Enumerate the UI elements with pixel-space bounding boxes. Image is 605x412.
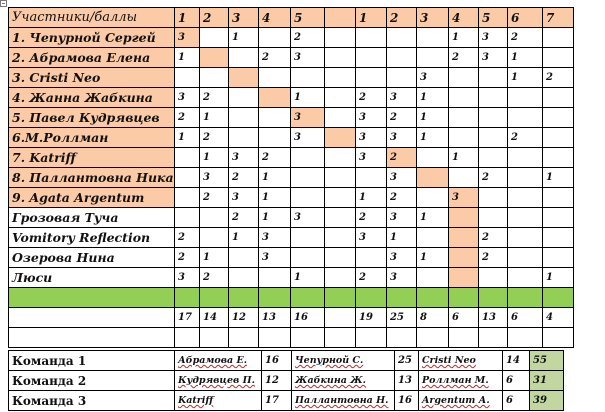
total-cell[interactable]: 8	[417, 308, 449, 328]
participant-row	[9, 28, 574, 48]
score-cell[interactable]: 2	[175, 228, 200, 248]
score-cell[interactable]	[291, 248, 325, 268]
totals-label-cell[interactable]	[9, 308, 175, 328]
score-cell[interactable]	[325, 228, 356, 248]
header-col-3[interactable]: 4	[259, 8, 291, 28]
score-cell[interactable]	[200, 28, 229, 48]
score-cell[interactable]: 2	[479, 248, 508, 268]
score-cell[interactable]	[291, 228, 325, 248]
team-member-score-cell[interactable]: 6	[503, 391, 530, 411]
score-cell[interactable]	[508, 248, 543, 268]
participant-name-cell[interactable]: 3. Cristi Neo	[9, 68, 175, 88]
separator-cell[interactable]	[9, 288, 175, 308]
score-cell[interactable]	[508, 168, 543, 188]
table-move-handle-icon[interactable]	[0, 0, 7, 7]
participant-name-cell[interactable]: 8. Паллантовна Ника	[9, 168, 175, 188]
total-cell[interactable]: 19	[356, 308, 387, 328]
score-cell[interactable]	[449, 208, 479, 228]
score-cell[interactable]	[291, 188, 325, 208]
header-col-11[interactable]: 6	[508, 8, 543, 28]
empty-cell[interactable]	[200, 328, 229, 348]
empty-cell[interactable]	[259, 328, 291, 348]
participant-name-cell[interactable]: 7. Katriff	[9, 148, 175, 168]
header-col-8[interactable]: 3	[417, 8, 449, 28]
score-cell[interactable]	[325, 108, 356, 128]
empty-cell[interactable]	[9, 328, 175, 348]
score-cell[interactable]: 1	[417, 248, 449, 268]
score-cell[interactable]	[479, 128, 508, 148]
team-name-cell[interactable]: Команда 3	[9, 391, 175, 411]
team-total-cell[interactable]: 39	[530, 391, 564, 411]
score-cell[interactable]: 3	[200, 168, 229, 188]
header-row	[9, 8, 574, 28]
score-cell[interactable]: 3	[175, 28, 200, 48]
score-cell[interactable]: 3	[291, 208, 325, 228]
separator-cell[interactable]	[387, 288, 417, 308]
total-cell[interactable]: 16	[291, 308, 325, 328]
score-cell[interactable]	[325, 48, 356, 68]
score-cell[interactable]	[449, 68, 479, 88]
score-cell[interactable]	[543, 28, 574, 48]
score-cell[interactable]	[479, 148, 508, 168]
score-cell[interactable]	[356, 28, 387, 48]
header-col-4[interactable]: 5	[291, 8, 325, 28]
participant-row	[9, 228, 574, 248]
team-member-score-cell[interactable]: 12	[262, 371, 292, 391]
empty-cell[interactable]	[479, 328, 508, 348]
score-cell[interactable]: 2	[229, 208, 259, 228]
participant-name-cell[interactable]: 6.М.Роллман	[9, 128, 175, 148]
score-cell[interactable]	[200, 48, 229, 68]
participant-name-cell[interactable]: Озерова Нина	[9, 248, 175, 268]
scores-table	[8, 7, 574, 348]
score-cell[interactable]: 2	[229, 168, 259, 188]
score-cell[interactable]: 2	[543, 68, 574, 88]
score-cell[interactable]: 2	[259, 148, 291, 168]
total-cell[interactable]: 4	[543, 308, 574, 328]
separator-cell[interactable]	[543, 288, 574, 308]
total-cell[interactable]	[325, 308, 356, 328]
participant-row	[9, 188, 574, 208]
score-cell[interactable]	[387, 28, 417, 48]
participant-name-cell[interactable]: 5. Павел Кудрявцев	[9, 108, 175, 128]
score-cell[interactable]	[543, 108, 574, 128]
participant-row	[9, 168, 574, 188]
empty-cell[interactable]	[543, 328, 574, 348]
score-cell[interactable]	[325, 148, 356, 168]
score-cell[interactable]	[417, 188, 449, 208]
score-cell[interactable]: 1	[200, 108, 229, 128]
empty-row	[9, 328, 574, 348]
score-cell[interactable]	[175, 208, 200, 228]
score-cell[interactable]	[387, 68, 417, 88]
score-cell[interactable]	[325, 268, 356, 288]
score-cell[interactable]: 3	[387, 88, 417, 108]
separator-cell[interactable]	[449, 288, 479, 308]
score-cell[interactable]	[229, 48, 259, 68]
score-cell[interactable]: 1	[356, 188, 387, 208]
score-cell[interactable]	[449, 268, 479, 288]
score-cell[interactable]: 1	[417, 208, 449, 228]
participant-row	[9, 48, 574, 68]
score-cell[interactable]	[229, 88, 259, 108]
score-cell[interactable]: 1	[449, 28, 479, 48]
team-member-cell[interactable]: Абрамова Е.	[175, 351, 262, 371]
participant-row	[9, 268, 574, 288]
separator-cell[interactable]	[229, 288, 259, 308]
score-cell[interactable]	[417, 148, 449, 168]
score-cell[interactable]	[508, 188, 543, 208]
team-name-cell[interactable]: Команда 1	[9, 351, 175, 371]
score-cell[interactable]	[543, 128, 574, 148]
score-cell[interactable]: 2	[508, 128, 543, 148]
separator-cell[interactable]	[200, 288, 229, 308]
total-cell[interactable]: 14	[200, 308, 229, 328]
score-cell[interactable]: 3	[387, 248, 417, 268]
participant-row	[9, 108, 574, 128]
total-cell[interactable]: 6	[449, 308, 479, 328]
score-cell[interactable]	[259, 108, 291, 128]
score-cell[interactable]	[387, 48, 417, 68]
header-col-1[interactable]: 2	[200, 8, 229, 28]
team-member-cell[interactable]: Cristi Neo	[419, 351, 503, 371]
score-cell[interactable]	[449, 108, 479, 128]
participant-name-cell[interactable]: 2. Абрамова Елена	[9, 48, 175, 68]
score-cell[interactable]	[291, 68, 325, 88]
score-cell[interactable]: 2	[200, 128, 229, 148]
score-cell[interactable]: 2	[175, 108, 200, 128]
team-member-cell[interactable]: Жабкина Ж.	[292, 371, 395, 391]
score-cell[interactable]: 1	[229, 228, 259, 248]
score-cell[interactable]: 2	[259, 48, 291, 68]
score-cell[interactable]	[508, 228, 543, 248]
score-cell[interactable]	[259, 268, 291, 288]
score-cell[interactable]: 3	[479, 28, 508, 48]
score-cell[interactable]	[325, 248, 356, 268]
header-col-7[interactable]: 2	[387, 8, 417, 28]
team-member-score-cell[interactable]: 14	[503, 351, 530, 371]
empty-cell[interactable]	[508, 328, 543, 348]
score-cell[interactable]: 3	[259, 248, 291, 268]
score-cell[interactable]	[175, 148, 200, 168]
score-cell[interactable]: 2	[200, 88, 229, 108]
team-name-cell[interactable]: Команда 2	[9, 371, 175, 391]
header-col-10[interactable]: 5	[479, 8, 508, 28]
score-cell[interactable]: 1	[291, 268, 325, 288]
team-total-cell[interactable]: 31	[530, 371, 564, 391]
empty-cell[interactable]	[229, 328, 259, 348]
score-cell[interactable]	[508, 108, 543, 128]
score-cell[interactable]: 1	[200, 148, 229, 168]
score-cell[interactable]	[543, 228, 574, 248]
score-cell[interactable]: 3	[291, 108, 325, 128]
header-col-5[interactable]	[325, 8, 356, 28]
separator-row	[9, 288, 574, 308]
separator-cell[interactable]	[175, 288, 200, 308]
score-cell[interactable]: 1	[387, 228, 417, 248]
score-cell[interactable]	[508, 88, 543, 108]
score-cell[interactable]	[508, 208, 543, 228]
score-cell[interactable]: 1	[449, 148, 479, 168]
team-member-cell[interactable]: Argentum А.	[419, 391, 503, 411]
score-cell[interactable]: 1	[543, 268, 574, 288]
header-col-2[interactable]: 3	[229, 8, 259, 28]
score-cell[interactable]	[325, 128, 356, 148]
score-cell[interactable]	[449, 228, 479, 248]
participant-name-cell[interactable]: 9. Agata Argentum	[9, 188, 175, 208]
score-cell[interactable]	[175, 188, 200, 208]
score-cell[interactable]	[508, 148, 543, 168]
participant-row	[9, 208, 574, 228]
score-cell[interactable]	[229, 128, 259, 148]
score-cell[interactable]: 3	[291, 48, 325, 68]
score-cell[interactable]	[259, 128, 291, 148]
teams-table	[8, 350, 564, 411]
empty-cell[interactable]	[356, 328, 387, 348]
score-cell[interactable]: 2	[291, 28, 325, 48]
score-cell[interactable]: 2	[175, 248, 200, 268]
empty-cell[interactable]	[387, 328, 417, 348]
score-cell[interactable]: 1	[508, 68, 543, 88]
score-cell[interactable]: 2	[449, 48, 479, 68]
score-cell[interactable]: 1	[543, 168, 574, 188]
score-cell[interactable]: 3	[356, 228, 387, 248]
header-col-0[interactable]: 1	[175, 8, 200, 28]
score-cell[interactable]	[259, 68, 291, 88]
score-cell[interactable]	[356, 168, 387, 188]
team-member-score-cell[interactable]: 16	[262, 351, 292, 371]
score-cell[interactable]	[229, 268, 259, 288]
separator-cell[interactable]	[291, 288, 325, 308]
participant-name-cell[interactable]: 4. Жанна Жабкина	[9, 88, 175, 108]
team-member-cell[interactable]: Кудрявцев П.	[175, 371, 262, 391]
score-cell[interactable]: 1	[417, 108, 449, 128]
score-cell[interactable]: 1	[200, 248, 229, 268]
score-cell[interactable]: 1	[175, 128, 200, 148]
score-cell[interactable]	[508, 268, 543, 288]
participant-row	[9, 128, 574, 148]
empty-cell[interactable]	[449, 328, 479, 348]
score-cell[interactable]	[325, 208, 356, 228]
score-cell[interactable]	[543, 48, 574, 68]
team-row	[9, 351, 564, 371]
total-cell[interactable]: 25	[387, 308, 417, 328]
team-member-cell[interactable]: Роллман М.	[419, 371, 503, 391]
score-cell[interactable]: 2	[387, 148, 417, 168]
score-cell[interactable]: 1	[508, 48, 543, 68]
score-cell[interactable]: 3	[449, 188, 479, 208]
score-cell[interactable]	[175, 168, 200, 188]
score-cell[interactable]: 3	[387, 208, 417, 228]
score-cell[interactable]	[417, 48, 449, 68]
score-cell[interactable]: 2	[356, 208, 387, 228]
header-col-6[interactable]: 1	[356, 8, 387, 28]
score-cell[interactable]	[543, 208, 574, 228]
total-cell[interactable]: 6	[508, 308, 543, 328]
separator-cell[interactable]	[356, 288, 387, 308]
score-cell[interactable]: 1	[259, 168, 291, 188]
score-cell[interactable]: 2	[356, 268, 387, 288]
separator-cell[interactable]	[259, 288, 291, 308]
participant-name-cell[interactable]: 1. Чепурной Сергей	[9, 28, 175, 48]
score-cell[interactable]: 3	[175, 88, 200, 108]
total-cell[interactable]: 13	[259, 308, 291, 328]
header-col-12[interactable]: 7	[543, 8, 574, 28]
score-cell[interactable]	[543, 248, 574, 268]
score-cell[interactable]	[325, 88, 356, 108]
score-cell[interactable]	[479, 188, 508, 208]
score-cell[interactable]	[259, 28, 291, 48]
score-cell[interactable]: 2	[508, 28, 543, 48]
score-cell[interactable]	[479, 108, 508, 128]
score-cell[interactable]	[325, 188, 356, 208]
score-cell[interactable]: 3	[356, 108, 387, 128]
score-cell[interactable]	[356, 48, 387, 68]
score-cell[interactable]	[200, 68, 229, 88]
score-cell[interactable]	[479, 208, 508, 228]
score-cell[interactable]	[325, 68, 356, 88]
score-cell[interactable]: 3	[387, 128, 417, 148]
total-cell[interactable]: 12	[229, 308, 259, 328]
separator-cell[interactable]	[417, 288, 449, 308]
header-title-cell[interactable]: Участники/баллы	[9, 8, 175, 28]
header-col-9[interactable]: 4	[449, 8, 479, 28]
score-cell[interactable]	[229, 68, 259, 88]
score-cell[interactable]	[356, 248, 387, 268]
score-cell[interactable]: 1	[291, 88, 325, 108]
score-cell[interactable]	[449, 88, 479, 108]
total-cell[interactable]: 13	[479, 308, 508, 328]
score-cell[interactable]: 3	[229, 148, 259, 168]
score-cell[interactable]: 1	[259, 208, 291, 228]
team-member-cell[interactable]: Чепурной С.	[292, 351, 395, 371]
score-cell[interactable]: 2	[387, 108, 417, 128]
score-cell[interactable]	[291, 168, 325, 188]
score-cell[interactable]	[259, 88, 291, 108]
separator-cell[interactable]	[508, 288, 543, 308]
score-cell[interactable]	[479, 68, 508, 88]
score-cell[interactable]	[449, 168, 479, 188]
empty-cell[interactable]	[325, 328, 356, 348]
participant-row	[9, 148, 574, 168]
participant-name-cell[interactable]: Люси	[9, 268, 175, 288]
score-cell[interactable]	[417, 228, 449, 248]
participant-row	[9, 88, 574, 108]
score-cell[interactable]: 3	[417, 68, 449, 88]
participant-row	[9, 248, 574, 268]
score-cell[interactable]	[200, 228, 229, 248]
score-cell[interactable]	[356, 68, 387, 88]
score-cell[interactable]	[291, 148, 325, 168]
separator-cell[interactable]	[479, 288, 508, 308]
score-cell[interactable]: 3	[387, 168, 417, 188]
participant-name-cell[interactable]: Грозовая Туча	[9, 208, 175, 228]
score-cell[interactable]	[543, 88, 574, 108]
score-cell[interactable]: 3	[479, 48, 508, 68]
team-member-score-cell[interactable]: 13	[395, 371, 419, 391]
team-member-score-cell[interactable]: 17	[262, 391, 292, 411]
score-cell[interactable]: 3	[356, 148, 387, 168]
total-cell[interactable]: 17	[175, 308, 200, 328]
score-cell[interactable]: 1	[229, 28, 259, 48]
score-cell[interactable]	[543, 188, 574, 208]
score-cell[interactable]: 2	[387, 188, 417, 208]
team-member-score-cell[interactable]: 25	[395, 351, 419, 371]
score-cell[interactable]	[449, 128, 479, 148]
separator-cell[interactable]	[325, 288, 356, 308]
score-cell[interactable]: 1	[417, 128, 449, 148]
score-cell[interactable]	[200, 208, 229, 228]
score-cell[interactable]: 1	[259, 188, 291, 208]
score-cell[interactable]	[325, 28, 356, 48]
score-cell[interactable]	[479, 268, 508, 288]
team-row	[9, 391, 564, 411]
score-cell[interactable]	[229, 248, 259, 268]
score-cell[interactable]	[417, 168, 449, 188]
score-cell[interactable]	[229, 108, 259, 128]
score-cell[interactable]: 1	[417, 88, 449, 108]
participant-row	[9, 68, 574, 88]
score-cell[interactable]	[449, 248, 479, 268]
score-cell[interactable]: 3	[175, 268, 200, 288]
score-cell[interactable]	[479, 88, 508, 108]
score-cell[interactable]: 3	[356, 128, 387, 148]
score-cell[interactable]: 3	[387, 268, 417, 288]
score-cell[interactable]	[417, 268, 449, 288]
totals-row	[9, 308, 574, 328]
team-member-score-cell[interactable]: 16	[395, 391, 419, 411]
empty-cell[interactable]	[291, 328, 325, 348]
participant-name-cell[interactable]: Vomitory Reflection	[9, 228, 175, 248]
score-cell[interactable]: 2	[200, 268, 229, 288]
score-cell[interactable]	[417, 28, 449, 48]
team-row	[9, 371, 564, 391]
score-cell[interactable]	[325, 168, 356, 188]
score-cell[interactable]: 3	[229, 188, 259, 208]
team-member-score-cell[interactable]: 6	[503, 371, 530, 391]
team-member-cell[interactable]: Паллантовна Н.	[292, 391, 395, 411]
score-cell[interactable]: 2	[479, 168, 508, 188]
empty-cell[interactable]	[417, 328, 449, 348]
score-cell[interactable]: 2	[479, 228, 508, 248]
empty-cell[interactable]	[175, 328, 200, 348]
score-cell[interactable]: 3	[291, 128, 325, 148]
score-cell[interactable]: 2	[356, 88, 387, 108]
score-cell[interactable]: 1	[175, 48, 200, 68]
team-total-cell[interactable]: 55	[530, 351, 564, 371]
score-cell[interactable]: 3	[259, 228, 291, 248]
score-cell[interactable]: 2	[200, 188, 229, 208]
score-cell[interactable]	[175, 68, 200, 88]
score-cell[interactable]	[543, 148, 574, 168]
team-member-cell[interactable]: Katriff	[175, 391, 262, 411]
